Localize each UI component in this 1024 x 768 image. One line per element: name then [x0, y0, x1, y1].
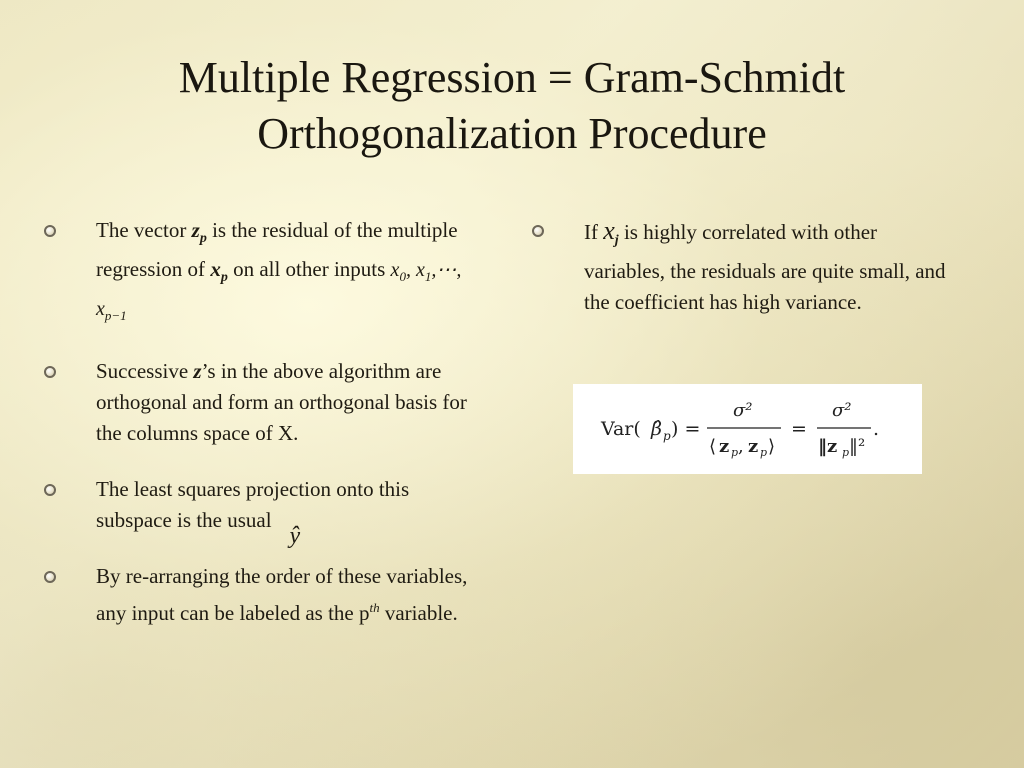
svg-text:p: p [731, 446, 739, 459]
title-line-2: Orthogonalization Procedure [257, 109, 767, 158]
title-line-1: Multiple Regression = Gram-Schmidt [178, 53, 846, 102]
bullet-residual: The vector $z_p$ is the residual of the multiple regression of $x_p$ on all other inputs $x_0$, $x_1,\cdots$, $x_{p-1}$ [44, 215, 484, 331]
svg-text:.: . [873, 418, 880, 440]
svg-text:,: , [738, 436, 744, 457]
svg-text:p: p [760, 446, 768, 459]
svg-text:‖z: ‖z [818, 436, 838, 457]
svg-text:⟩: ⟩ [768, 436, 776, 457]
bullet-orthogonal: Successive z’s in the above algorithm are orthogonal and form an orthogonal basis for the columns space of X. [44, 356, 484, 449]
bullet-rearrange: By re-arranging the order of these variables, any input can be labeled as the $p^{th}$ variable. [44, 561, 484, 629]
variance-formula [573, 384, 922, 474]
bullet-circle-icon [44, 571, 56, 583]
svg-text:z: z [719, 436, 730, 457]
y-hat-symbol: ŷ [289, 523, 301, 549]
left-column [44, 215, 484, 654]
right-column [532, 215, 962, 343]
formula-num1: σ² [733, 400, 753, 421]
var-x: x [210, 257, 221, 281]
svg-text:z: z [748, 436, 759, 457]
svg-text:) =: ) = [671, 418, 701, 440]
formula-lhs: Var( [601, 418, 641, 440]
svg-text:p: p [842, 446, 850, 459]
bullet-circle-icon [532, 225, 544, 237]
bullet-correlation: If $x_j$ is highly correlated with other variables, the residuals are quite small, and the coefficient has high variance. [532, 215, 962, 318]
formula-num2: σ² [832, 400, 852, 421]
bullet-circle-icon [44, 225, 56, 237]
svg-text:=: = [791, 418, 807, 440]
var-xj: x [603, 216, 615, 245]
svg-text:⟨: ⟨ [709, 436, 717, 457]
slide-title [0, 50, 1024, 162]
bullet-circle-icon [44, 484, 56, 496]
bullet-projection: The least squares projection onto this subspace is the usualŷ [44, 474, 484, 536]
bullet-circle-icon [44, 366, 56, 378]
svg-text:‖²: ‖² [849, 436, 866, 457]
svg-text:p: p [663, 429, 671, 443]
formula-beta: β̂ [651, 418, 662, 440]
var-z: z [191, 218, 200, 242]
inputs-sequence: $x_0$, $x_1,\cdots$, $x_{p-1}$ [96, 259, 462, 323]
